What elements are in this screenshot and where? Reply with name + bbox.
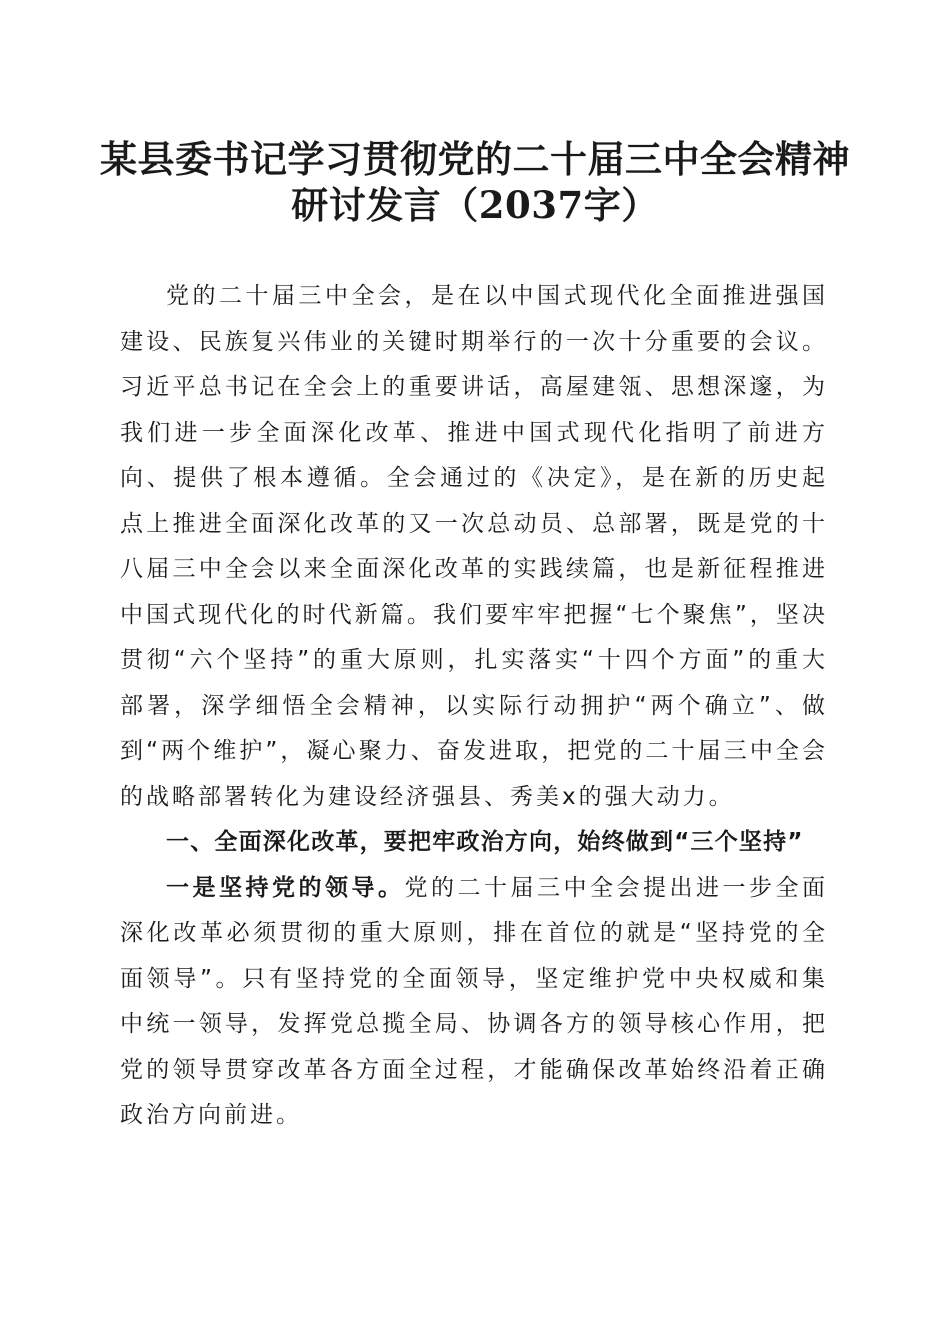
- title-line-1: 某县委书记学习贯彻党的二十届三中全会精神: [100, 137, 850, 181]
- intro-paragraph: 党的二十届三中全会，是在以中国式现代化全面推进强国建设、民族复兴伟业的关键时期举行的一次十分重要的会议。习近平总书记在全会上的重要讲话，高屋建瓴、思想深邃，为我们进一步全面深化改革、推进中国式现代化指明了前进方向、提供了根本遵循。全会通过的《决定》，是在新的历史起点上推进全面深化改革的又一次总动员、总部署，既是党的十八届三中全会以来全面深化改革的实践续篇，也是新征程推进中国式现代化的时代新篇。我们要牢牢把握“七个聚焦”，坚决贯彻“六个坚持”的重大原则，扎实落实“十四个方面”的重大部署，深学细悟全会精神，以实际行动拥护“两个确立”、做到“两个维护”，凝心聚力、奋发进取，把党的二十届三中全会的战略部署转化为建设经济强县、秀美x的强大动力。: [120, 283, 828, 810]
- document-body: [120, 274, 828, 1139]
- document-title: [100, 136, 850, 228]
- section-1-paragraph-1: [120, 866, 828, 1139]
- paragraph-body-text: 党的二十届三中全会提出进一步全面深化改革必须贯彻的重大原则，排在首位的就是“坚持党的全面领导”。只有坚持党的全面领导，坚定维护党中央权威和集中统一领导，发挥党总揽全局、协调各方的领导核心作用，把党的领导贯穿改革各方面全过程，才能确保改革始终沿着正确政治方向前进。: [120, 874, 828, 1128]
- paragraph-lead-text: 一是坚持党的领导。: [166, 874, 405, 901]
- title-line-2: 研讨发言（2037字）: [291, 183, 659, 227]
- section-heading-1: 一、全面深化改革，要把牢政治方向，始终做到“三个坚持”: [166, 829, 804, 855]
